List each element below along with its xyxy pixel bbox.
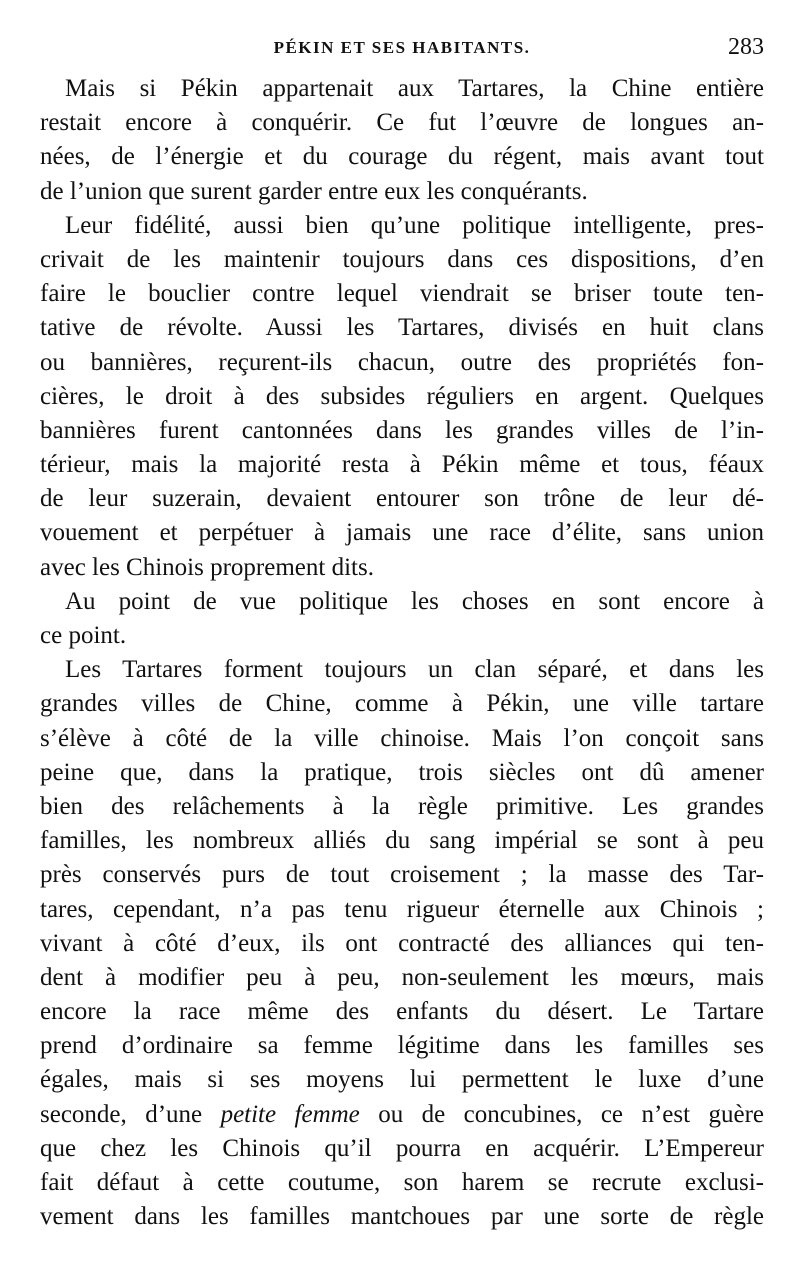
text-line: vouement et perpétuer à jamais une race d’élite, sans union xyxy=(40,519,764,547)
running-title: PÉKIN ET SES HABITANTS. xyxy=(273,38,531,57)
text-line: prend d’ordinaire sa femme légitime dans les familles ses xyxy=(40,1032,764,1060)
text-line: bannières furent cantonnées dans les grandes villes de l’in- xyxy=(40,416,764,444)
text-span: ou de concubines, ce n’est guère xyxy=(359,1100,764,1128)
page-number: 283 xyxy=(728,34,764,60)
text-line: grandes villes de Chine, comme à Pékin, une ville tartare xyxy=(40,690,764,718)
text-line: ce point. xyxy=(40,622,127,649)
page-header xyxy=(40,34,764,70)
text-line: avec les Chinois proprement dits. xyxy=(40,553,374,581)
text-line: Au point de vue politique les choses en sont encore à xyxy=(65,587,764,615)
text-line: près conservés purs de tout croisement ; la masse des Tar- xyxy=(40,861,764,889)
text-line: tative de révolte. Aussi les Tartares, divisés en huit clans xyxy=(40,314,764,342)
paragraph xyxy=(40,653,764,1234)
text-line: peine que, dans la pratique, trois siècles ont dû amener xyxy=(40,758,764,786)
text-line: Mais si Pékin appartenait aux Tartares, la Chine entière xyxy=(65,75,764,102)
text-line: Leur fidélité, aussi bien qu’une politique intelligente, pres- xyxy=(65,211,764,239)
text-line: encore la race même des enfants du désert. Le Tartare xyxy=(40,998,764,1026)
text-line: ou bannières, reçurent-ils chacun, outre des propriétés fon- xyxy=(40,348,764,376)
text-line: de leur suzerain, devaient entourer son trône de leur dé- xyxy=(40,485,764,513)
text-line: térieur, mais la majorité resta à Pékin même et tous, féaux xyxy=(40,451,764,479)
text-span: seconde, d’une xyxy=(40,1100,221,1128)
text-line: restait encore à conquérir. Ce fut l’œuvre de longues an- xyxy=(40,109,764,137)
text-line-with-italic xyxy=(40,1098,764,1132)
body-text xyxy=(40,72,764,1234)
text-line: dent à modifier peu à peu, non-seulement les mœurs, mais xyxy=(40,963,764,991)
text-line: fait défaut à cette coutume, son harem se recrute exclusi- xyxy=(40,1169,764,1196)
text-line: s’élève à côté de la ville chinoise. Mais l’on conçoit sans xyxy=(40,724,764,752)
text-line: vivant à côté d’eux, ils ont contracté des alliances qui ten- xyxy=(40,929,764,957)
text-line: de l’union que surent garder entre eux les conquérants. xyxy=(40,177,588,205)
text-line: cières, le droit à des subsides réguliers en argent. Quelques xyxy=(40,382,764,410)
text-line: que chez les Chinois qu’il pourra en acquérir. L’Empereur xyxy=(40,1134,764,1162)
paragraph xyxy=(40,209,764,585)
text-line: Les Tartares forment toujours un clan séparé, et dans les xyxy=(65,656,764,684)
text-line: crivait de les maintenir toujours dans ces dispositions, d’en xyxy=(40,245,764,273)
text-line: nées, de l’énergie et du courage du régent, mais avant tout xyxy=(40,143,764,171)
text-line: vement dans les familles mantchoues par une sorte de règle xyxy=(40,1203,764,1231)
text-line: égales, mais si ses moyens lui permettent le luxe d’une xyxy=(40,1066,764,1094)
text-line: familles, les nombreux alliés du sang impérial se sont à peu xyxy=(40,827,764,855)
paragraph xyxy=(40,72,764,209)
italic-phrase: petite femme xyxy=(220,1100,360,1128)
text-line: bien des relâchements à la règle primitive. Les grandes xyxy=(40,792,764,820)
paragraph xyxy=(40,585,764,653)
text-line: tares, cependant, n’a pas tenu rigueur éternelle aux Chinois ; xyxy=(40,895,764,923)
text-line: faire le bouclier contre lequel viendrait se briser toute ten- xyxy=(40,280,764,308)
